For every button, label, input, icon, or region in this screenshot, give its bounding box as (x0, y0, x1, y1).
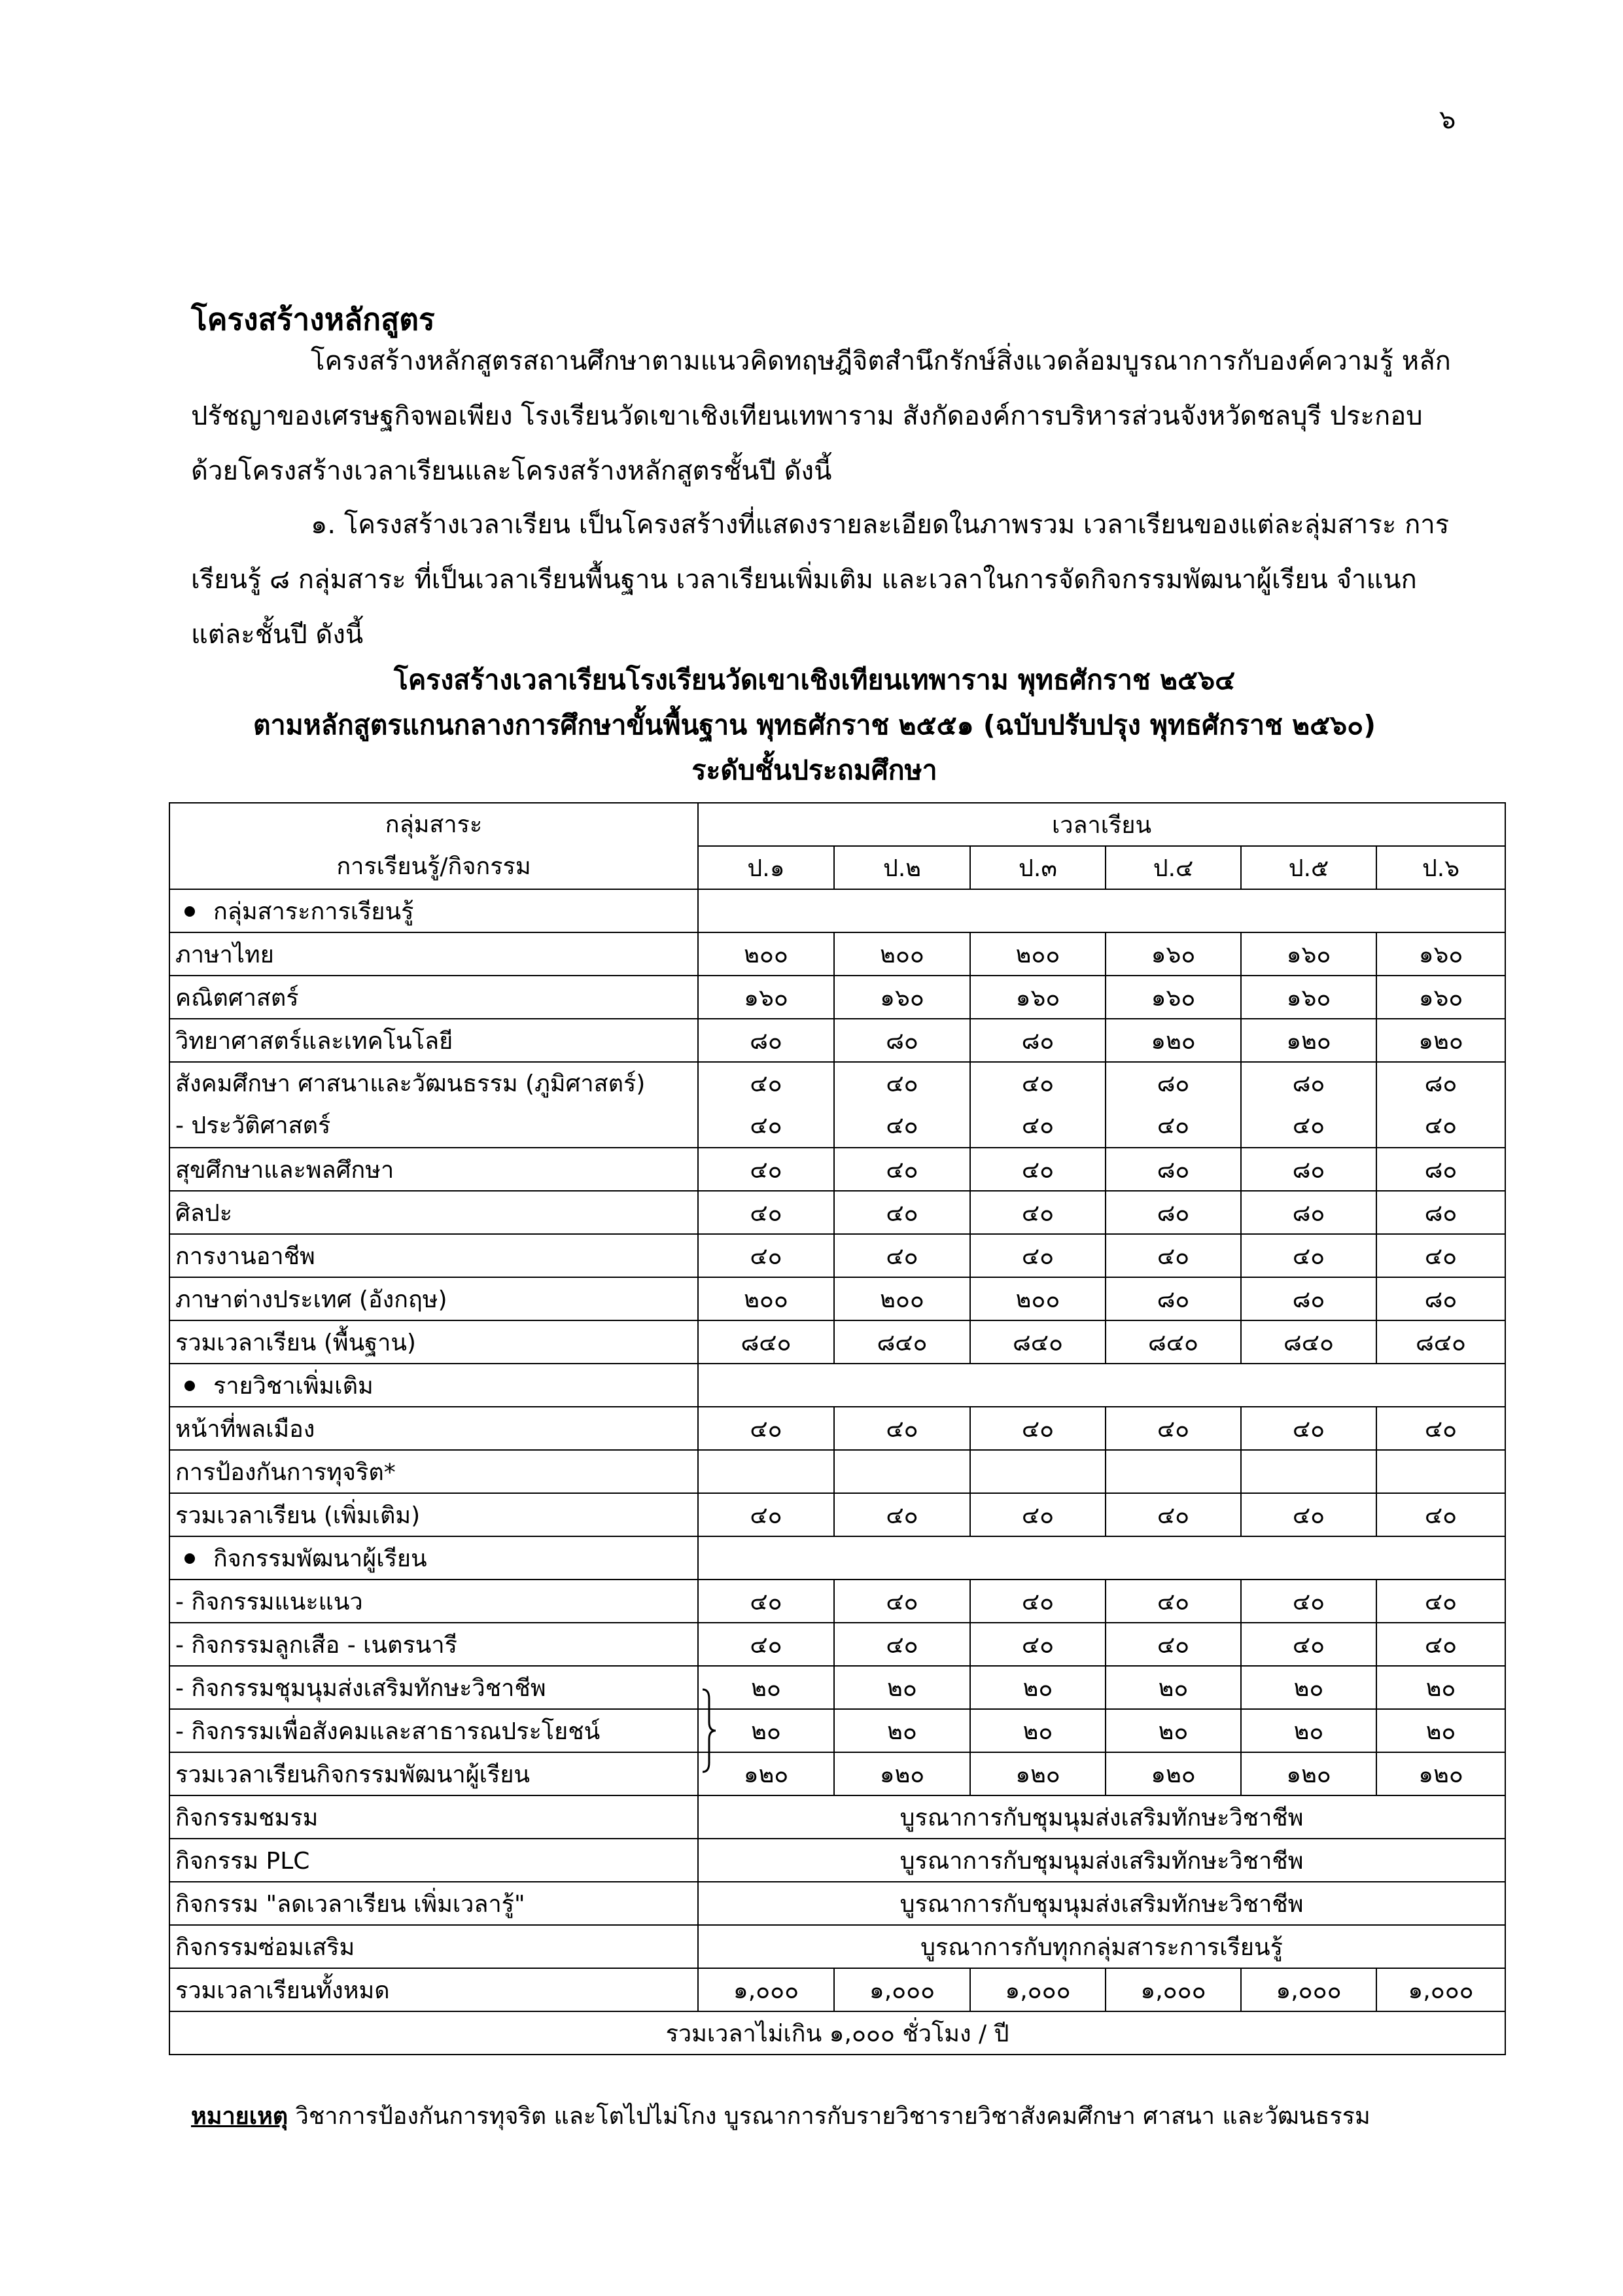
footnote-label: หมายเหตุ (191, 2103, 288, 2130)
cell-line: ๘๐ (1157, 1070, 1190, 1097)
table-row (169, 1191, 1505, 1234)
row-label: กิจกรรมซ่อมเสริม (169, 1925, 698, 1968)
cell-value: ๔๐ (1376, 1234, 1505, 1277)
row-label: การงานอาชีพ (169, 1234, 698, 1277)
cell-value: ๑๒๐ (834, 1752, 970, 1795)
cell-value: ๔๐ (834, 1493, 970, 1536)
cell-value: ๘๐ (1106, 1277, 1241, 1320)
cell-value: ๒๐ (698, 1709, 834, 1752)
merged-row (169, 1925, 1505, 1968)
table-titles (164, 658, 1465, 793)
row-label: การป้องกันการทุจริต* (169, 1450, 698, 1493)
cell-value: ๘๔๐ (834, 1320, 970, 1364)
section-text: กลุ่มสาระการเรียนรู้ (213, 898, 414, 925)
cell-value: ๑๖๐ (698, 976, 834, 1019)
cell-line: ๔๐ (1424, 1112, 1457, 1139)
row-label: รวมเวลาเรียนกิจกรรมพัฒนาผู้เรียน (169, 1752, 698, 1795)
cell-value: ๘๐ (1376, 1191, 1505, 1234)
cell-value: ๑๖๐ (834, 976, 970, 1019)
item-paragraph (191, 497, 1454, 662)
cell-value: ๔๐ (1241, 1580, 1376, 1623)
cell-value: ๘๔๐ (698, 1320, 834, 1364)
cell-value: ๑,๐๐๐ (834, 1968, 970, 2011)
cell-value: ๔๐ (1241, 1493, 1376, 1536)
cell-value: ๒๐๐ (834, 932, 970, 976)
row-label: กิจกรรม "ลดเวลาเรียน เพิ่มเวลารู้" (169, 1882, 698, 1925)
cell-value: ๘๐ (970, 1019, 1106, 1062)
cell-value: ๔๐ (970, 1407, 1106, 1450)
table-row (169, 1709, 1505, 1752)
table-footer: รวมเวลาไม่เกิน ๑,๐๐๐ ชั่วโมง / ปี (169, 2011, 1505, 2055)
cell-value: ๔๐ (834, 1234, 970, 1277)
cell-line: ๔๐ (1292, 1112, 1325, 1139)
cell-value: ๑,๐๐๐ (1376, 1968, 1505, 2011)
cell-value: ๑๒๐ (1241, 1752, 1376, 1795)
cell-value: ๔๐ (970, 1148, 1106, 1191)
cell-value: ๑๖๐ (1106, 932, 1241, 976)
cell-value: ๒๐ (1241, 1666, 1376, 1709)
item-paragraph-text: ๑. โครงสร้างเวลาเรียน เป็นโครงสร้างที่แสดงรายละเอียดในภาพรวม เวลาเรียนของแต่ละลุ่มสาระ การเรียนรู้ ๘ กลุ่มสาระ ที่เป็นเวลาเรียนพื้นฐาน เวลาเรียนเพิ่มเติม และเวลาในการจัดกิจกรรมพัฒนาผู้เรียน จำแนกแต่ละชั้นปี ดังนี้ (191, 510, 1450, 650)
section-row (169, 889, 1505, 932)
merged-cell: บูรณาการกับชุมนุมส่งเสริมทักษะวิชาชีพ (698, 1882, 1505, 1925)
cell-value: ๑๖๐ (970, 976, 1106, 1019)
row-label: ภาษาไทย (169, 932, 698, 976)
row-label: กิจกรรมชมรม (169, 1795, 698, 1839)
row-label-line: สังคมศึกษา ศาสนาและวัฒนธรรม (ภูมิศาสตร์) (175, 1070, 646, 1097)
cell-value: ๔๐ (970, 1493, 1106, 1536)
cell-value (970, 1450, 1106, 1493)
intro-paragraph (191, 334, 1454, 499)
section-row (169, 1364, 1505, 1407)
cell-line: ๔๐ (750, 1070, 782, 1097)
merged-row (169, 1882, 1505, 1925)
cell-value: ๘๐ (1376, 1277, 1505, 1320)
cell-line: ๔๐ (1157, 1112, 1190, 1139)
cell-value: ๑๒๐ (1106, 1752, 1241, 1795)
cell-value: ๔๐ (698, 1191, 834, 1234)
cell-value: ๘๐ (1241, 1148, 1376, 1191)
cell-value: ๔๐ (970, 1234, 1106, 1277)
cell-value: ๑,๐๐๐ (1241, 1968, 1376, 2011)
cell-value: ๑,๐๐๐ (698, 1968, 834, 2011)
table-row (169, 1148, 1505, 1191)
cell-value: ๔๐ (1106, 1234, 1241, 1277)
cell-value: ๔๐ (834, 1580, 970, 1623)
cell-value: ๔๐ (834, 1623, 970, 1666)
table-row (169, 1666, 1505, 1709)
table-row (169, 932, 1505, 976)
row-label: รวมเวลาเรียนทั้งหมด (169, 1968, 698, 2011)
empty-cell (698, 889, 1505, 932)
grand-total-row (169, 1968, 1505, 2011)
cell-value: ๘๐ (1241, 1277, 1376, 1320)
cell-value: ๔๐ (1106, 1580, 1241, 1623)
cell-value: ๑๒๐ (970, 1752, 1106, 1795)
footnote-text: วิชาการป้องกันการทุจริต และโตไปไม่โกง บูรณาการกับรายวิชารายวิชาสังคมศึกษา ศาสนา และวัฒนธรรม (288, 2103, 1370, 2130)
cell-value: ๘๔๐ (1376, 1320, 1505, 1364)
table-title-line: โครงสร้างเวลาเรียนโรงเรียนวัดเขาเชิงเทียนเทพาราม พุทธศักราช ๒๕๖๔ (393, 664, 1236, 696)
cell-value: ๘๐ (1376, 1148, 1505, 1191)
cell-value: ๒๐ (834, 1666, 970, 1709)
cell-value: ๑๖๐ (1241, 976, 1376, 1019)
cell-value: ๒๐ (1376, 1666, 1505, 1709)
section-label (169, 1364, 698, 1407)
row-label: - กิจกรรมเพื่อสังคมและสาธารณประโยชน์ (169, 1709, 698, 1752)
page-title: โครงสร้างหลักสูตร (191, 302, 435, 337)
table-row (169, 1234, 1505, 1277)
section-label (169, 889, 698, 932)
cell-value: ๔๐ (698, 1580, 834, 1623)
cell-value: ๔๐ (1241, 1623, 1376, 1666)
bullet-icon (184, 1553, 195, 1564)
cell-value: ๘๔๐ (970, 1320, 1106, 1364)
table-title-line: ตามหลักสูตรแกนกลางการศึกษาขั้นพื้นฐาน พุทธศักราช ๒๕๕๑ (ฉบับปรับปรุง พุทธศักราช ๒๕๖๐) (253, 709, 1376, 741)
merged-cell: บูรณาการกับชุมนุมส่งเสริมทักษะวิชาชีพ (698, 1795, 1505, 1839)
row-label: รวมเวลาเรียน (เพิ่มเติม) (169, 1493, 698, 1536)
subtotal-row (169, 1320, 1505, 1364)
table-row (169, 1277, 1505, 1320)
footnote (191, 2097, 1370, 2134)
table-row (169, 1019, 1505, 1062)
cell-value (1106, 1450, 1241, 1493)
cell-value: ๘๐ (1241, 1191, 1376, 1234)
cell-value: ๔๐ (1376, 1580, 1505, 1623)
merged-row (169, 1839, 1505, 1882)
cell-value: ๑๒๐ (1241, 1019, 1376, 1062)
cell-value: ๔๐ (698, 1148, 834, 1191)
cell-value: ๔๐ (1376, 1623, 1505, 1666)
section-text: รายวิชาเพิ่มเติม (213, 1372, 374, 1400)
row-label (169, 1062, 698, 1148)
cell-value: ๘๐ (1106, 1191, 1241, 1234)
cell-value: ๔๐ (1376, 1407, 1505, 1450)
table-row (169, 1450, 1505, 1493)
cell-value: ๘๐ (834, 1019, 970, 1062)
section-text: กิจกรรมพัฒนาผู้เรียน (213, 1545, 427, 1572)
cell-value: ๔๐ (970, 1191, 1106, 1234)
cell-value: ๔๐ (698, 1234, 834, 1277)
cell-value: ๔๐ (698, 1623, 834, 1666)
cell-value: ๔๐ (698, 1493, 834, 1536)
cell-value: ๔๐ (834, 1191, 970, 1234)
cell-line: ๔๐ (750, 1112, 782, 1139)
section-row (169, 1536, 1505, 1580)
subject-header-line1: กลุ่มสาระ (385, 811, 483, 838)
section-label (169, 1536, 698, 1580)
intro-paragraph-text: โครงสร้างหลักสูตรสถานศึกษาตามแนวคิดทฤษฎีจิตสำนึกรักษ์สิ่งแวดล้อมบูรณาการกับองค์ความรู้ หลักปรัชญาของเศรษฐกิจพอเพียง โรงเรียนวัดเขาเชิงเทียนเทพาราม สังกัดองค์การบริหารส่วนจังหวัดชลบุรี ประกอบด้วยโครงสร้างเวลาเรียนและโครงสร้างหลักสูตรชั้นปี ดังนี้ (191, 346, 1451, 486)
row-label: - กิจกรรมชุมนุมส่งเสริมทักษะวิชาชีพ (169, 1666, 698, 1709)
table-row (169, 1062, 1505, 1148)
bullet-icon (184, 906, 195, 917)
row-label: วิทยาศาสตร์และเทคโนโลยี (169, 1019, 698, 1062)
cell-value (698, 1062, 834, 1148)
grade-header: ป.๔ (1106, 846, 1241, 889)
cell-value: ๑๒๐ (1376, 1019, 1505, 1062)
cell-value: ๑๖๐ (1106, 976, 1241, 1019)
cell-value: ๑๒๐ (1106, 1019, 1241, 1062)
row-label: - กิจกรรมแนะแนว (169, 1580, 698, 1623)
cell-value: ๑,๐๐๐ (1106, 1968, 1241, 2011)
subtotal-row (169, 1493, 1505, 1536)
cell-value: ๒๐ (1106, 1666, 1241, 1709)
cell-value: ๒๐๐ (698, 1277, 834, 1320)
cell-value: ๒๐ (970, 1666, 1106, 1709)
cell-value: ๘๔๐ (1241, 1320, 1376, 1364)
cell-line: ๔๐ (886, 1112, 918, 1139)
row-label: - กิจกรรมลูกเสือ - เนตรนารี (169, 1623, 698, 1666)
row-label: รวมเวลาเรียน (พื้นฐาน) (169, 1320, 698, 1364)
cell-value: ๒๐๐ (834, 1277, 970, 1320)
cell-line: ๘๐ (1292, 1070, 1325, 1097)
grade-header: ป.๑ (698, 846, 834, 889)
cell-value: ๔๐ (834, 1407, 970, 1450)
table-header-row (169, 803, 1505, 846)
cell-value (1241, 1450, 1376, 1493)
cell-value: ๑๒๐ (1376, 1752, 1505, 1795)
cell-value: ๑๖๐ (1376, 932, 1505, 976)
merged-cell: บูรณาการกับชุมนุมส่งเสริมทักษะวิชาชีพ (698, 1839, 1505, 1882)
cell-value (1106, 1062, 1241, 1148)
cell-value: ๔๐ (970, 1580, 1106, 1623)
table-row (169, 1580, 1505, 1623)
cell-value: ๘๐ (1106, 1148, 1241, 1191)
subtotal-row (169, 1752, 1505, 1795)
cell-value: ๔๐ (1376, 1493, 1505, 1536)
cell-value (834, 1450, 970, 1493)
cell-value: ๒๐ (1376, 1709, 1505, 1752)
cell-line: ๘๐ (1424, 1070, 1457, 1097)
cell-value: ๒๐๐ (970, 1277, 1106, 1320)
row-label: กิจกรรม PLC (169, 1839, 698, 1882)
cell-value (1376, 1062, 1505, 1148)
empty-cell (698, 1536, 1505, 1580)
row-label: คณิตศาสตร์ (169, 976, 698, 1019)
cell-value: ๘๐ (698, 1019, 834, 1062)
table-row (169, 976, 1505, 1019)
time-header: เวลาเรียน (698, 803, 1505, 846)
cell-value: ๒๐๐ (970, 932, 1106, 976)
cell-value: ๔๐ (1106, 1407, 1241, 1450)
table-footer-row (169, 2011, 1505, 2055)
cell-line: ๔๐ (886, 1070, 918, 1097)
cell-value: ๒๐ (1241, 1709, 1376, 1752)
table-row (169, 1623, 1505, 1666)
subject-header (169, 803, 698, 889)
brace-icon (699, 1688, 718, 1773)
cell-value: ๒๐ (970, 1709, 1106, 1752)
cell-line: ๔๐ (1021, 1070, 1055, 1097)
cell-value (1376, 1450, 1505, 1493)
row-label-line: - ประวัติศาสตร์ (175, 1112, 331, 1139)
cell-value: ๔๐ (834, 1148, 970, 1191)
subject-header-line2: การเรียนรู้/กิจกรรม (336, 853, 531, 880)
cell-value: ๒๐ (1106, 1709, 1241, 1752)
page-number: ๖ (1439, 105, 1456, 135)
empty-cell (698, 1364, 1505, 1407)
table-title-line: ระดับชั้นประถมศึกษา (691, 754, 937, 786)
grade-header: ป.๕ (1241, 846, 1376, 889)
cell-value: ๒๐ (834, 1709, 970, 1752)
cell-value: ๑๒๐ (698, 1752, 834, 1795)
cell-value (698, 1450, 834, 1493)
cell-value (1241, 1062, 1376, 1148)
row-label: สุขศึกษาและพลศึกษา (169, 1148, 698, 1191)
cell-value: ๑๖๐ (1376, 976, 1505, 1019)
cell-value: ๒๐ (698, 1666, 834, 1709)
cell-value: ๒๐๐ (698, 932, 834, 976)
grade-header: ป.๓ (970, 846, 1106, 889)
bullet-icon (184, 1381, 195, 1391)
cell-value (970, 1062, 1106, 1148)
cell-value: ๔๐ (1241, 1407, 1376, 1450)
cell-value: ๔๐ (1106, 1623, 1241, 1666)
merged-cell: บูรณาการกับทุกกลุ่มสาระการเรียนรู้ (698, 1925, 1505, 1968)
cell-value: ๔๐ (970, 1623, 1106, 1666)
cell-value: ๔๐ (1106, 1493, 1241, 1536)
row-label: ภาษาต่างประเทศ (อังกฤษ) (169, 1277, 698, 1320)
cell-value: ๑,๐๐๐ (970, 1968, 1106, 2011)
grade-header: ป.๒ (834, 846, 970, 889)
cell-value: ๔๐ (698, 1407, 834, 1450)
cell-line: ๔๐ (1021, 1112, 1055, 1139)
cell-value: ๔๐ (1241, 1234, 1376, 1277)
row-label: หน้าที่พลเมือง (169, 1407, 698, 1450)
cell-value: ๑๖๐ (1241, 932, 1376, 976)
merged-row (169, 1795, 1505, 1839)
curriculum-time-table (169, 802, 1506, 2055)
cell-value: ๘๔๐ (1106, 1320, 1241, 1364)
cell-value (834, 1062, 970, 1148)
table-row (169, 1407, 1505, 1450)
grade-header: ป.๖ (1376, 846, 1505, 889)
row-label: ศิลปะ (169, 1191, 698, 1234)
